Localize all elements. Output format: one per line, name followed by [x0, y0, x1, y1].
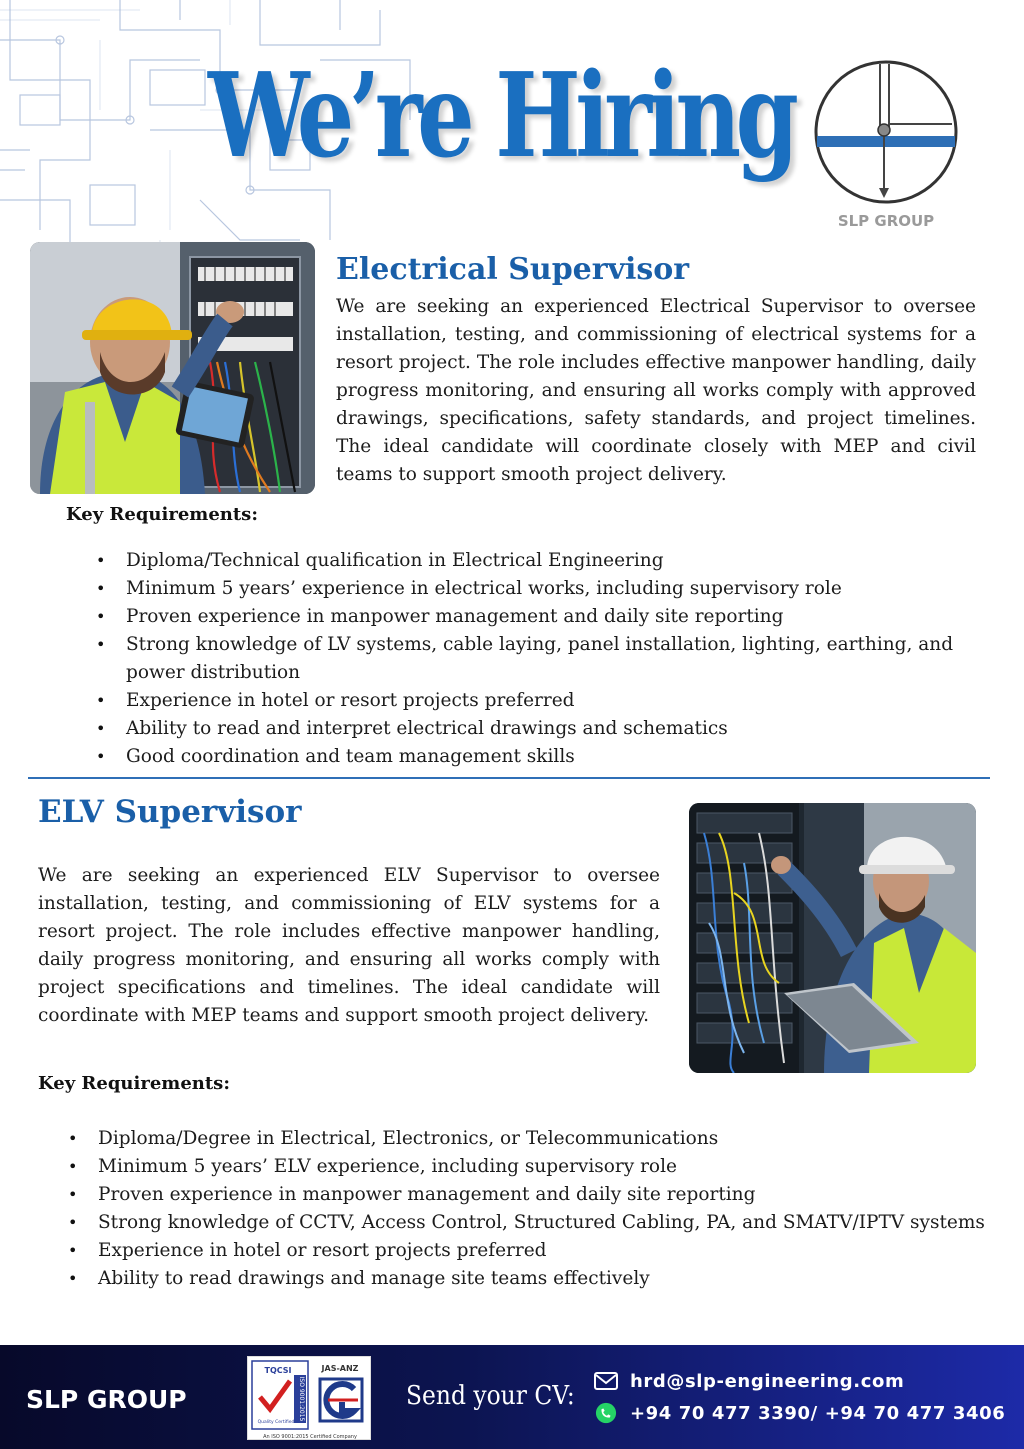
list-item: • Experience in hotel or resort projects preferred	[68, 1237, 998, 1265]
jas-anz-label: JAS-ANZ	[321, 1364, 359, 1373]
phone-contact[interactable]	[594, 1402, 1005, 1424]
logo-label: SLP GROUP	[837, 212, 935, 230]
elv-requirements-title: Key Requirements:	[38, 1073, 230, 1094]
list-item: • Strong knowledge of LV systems, cable laying, panel installation, lighting, earthing, and power distribution	[96, 631, 986, 687]
slp-group-logo	[812, 58, 960, 206]
list-item: • Minimum 5 years’ experience in electrical works, including supervisory role	[96, 575, 986, 603]
technician-at-server-rack-photo	[689, 803, 976, 1073]
hiring-headline: We’re Hiring	[208, 48, 794, 184]
elv-supervisor-title: ELV Supervisor	[38, 794, 302, 830]
list-item: • Ability to read and interpret electrical drawings and schematics	[96, 715, 986, 743]
electrical-supervisor-title: Electrical Supervisor	[336, 252, 690, 287]
list-item: • Strong knowledge of CCTV, Access Control, Structured Cabling, PA, and SMATV/IPTV systems	[68, 1209, 998, 1237]
iso-certified-caption: An ISO 9001:2015 Certified Company	[263, 1434, 357, 1440]
quality-certified-label: Quality Certified	[257, 1420, 295, 1425]
list-item: • Ability to read drawings and manage site teams effectively	[68, 1265, 998, 1293]
certification-badges	[247, 1356, 371, 1440]
list-item: • Good coordination and team management skills	[96, 743, 986, 771]
electrical-requirements-list	[96, 547, 986, 771]
electrical-supervisor-description: We are seeking an experienced Electrical Supervisor to oversee installation, testing, and commissioning of electrical systems for a resort project. The role includes effective manpower handling, daily progress monitoring, and ensuring all works comply with approved drawings, specifications, safety standards, and project timelines. The ideal candidate will coordinate closely with MEP and civil teams to support smooth project delivery.	[336, 296, 976, 485]
email-text[interactable]: hrd@slp-engineering.com	[630, 1370, 905, 1392]
list-item: • Minimum 5 years’ ELV experience, including supervisory role	[68, 1153, 998, 1181]
elv-requirements-list	[68, 1125, 998, 1293]
whatsapp-icon	[594, 1402, 618, 1424]
iso-label: ISO 9001:2015	[298, 1376, 305, 1422]
send-cv-label: Send your CV:	[406, 1381, 575, 1411]
email-contact[interactable]	[594, 1370, 904, 1392]
envelope-icon	[594, 1370, 618, 1392]
footer-brand: SLP GROUP	[26, 1385, 187, 1414]
phone-text[interactable]: +94 70 477 3390/ +94 70 477 3406	[630, 1402, 1006, 1424]
electrical-requirements-title: Key Requirements:	[66, 504, 258, 525]
list-item: • Proven experience in manpower management and daily site reporting	[68, 1181, 998, 1209]
elv-supervisor-description: We are seeking an experienced ELV Supervisor to oversee installation, testing, and commissioning of ELV systems for a resort project. The role includes effective manpower handling, daily progress monitoring, and ensuring all works comply with project specifications and timelines. The ideal candidate will coordinate with MEP teams and support smooth project delivery.	[38, 865, 660, 1026]
tqcsi-label: TQCSI	[264, 1366, 292, 1375]
list-item: • Proven experience in manpower management and daily site reporting	[96, 603, 986, 631]
list-item: • Experience in hotel or resort projects preferred	[96, 687, 986, 715]
footer-bar	[0, 1345, 1024, 1449]
section-divider	[28, 777, 990, 779]
list-item: • Diploma/Degree in Electrical, Electronics, or Telecommunications	[68, 1125, 998, 1153]
list-item: • Diploma/Technical qualification in Electrical Engineering	[96, 547, 986, 575]
electrician-at-panel-photo	[30, 242, 315, 494]
